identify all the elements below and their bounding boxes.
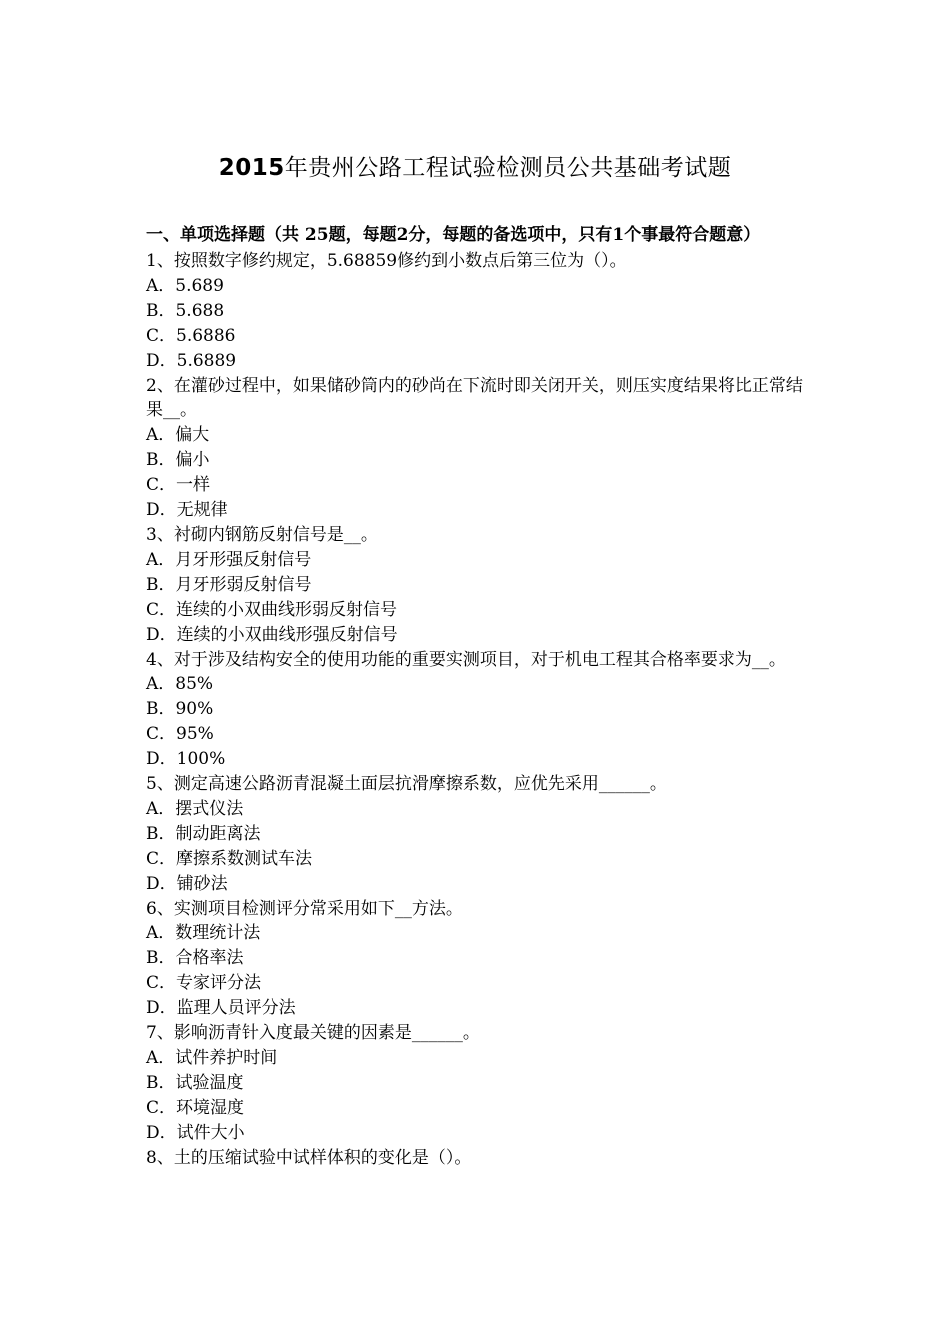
option-a: A．月牙形强反射信号 <box>146 549 312 570</box>
option-b: B．试验温度 <box>146 1072 244 1093</box>
option-d: D．监理人员评分法 <box>146 998 296 1019</box>
option-d: D．100% <box>146 749 226 770</box>
option-d: D．连续的小双曲线形强反射信号 <box>146 624 398 645</box>
question-1 <box>146 249 810 374</box>
title-year: 2015 <box>218 155 285 181</box>
option-a: A．85% <box>146 674 214 695</box>
option-c: C．连续的小双曲线形弱反射信号 <box>146 599 398 620</box>
question-stem: 8、土的压缩试验中试样体积的变化是（）。 <box>146 1147 472 1168</box>
section-heading: 一、单项选择题（共 25题，每题2分，每题的备选项中，只有1个事最符合题意） <box>146 225 761 245</box>
question-5 <box>146 772 810 897</box>
question-3 <box>146 523 810 648</box>
question-stem: 3、衬砌内钢筋反射信号是__。 <box>146 524 378 545</box>
question-7 <box>146 1021 810 1146</box>
option-b: B．偏小 <box>146 450 210 471</box>
question-4 <box>146 648 810 773</box>
option-a: A．数理统计法 <box>146 923 261 944</box>
question-8 <box>146 1146 810 1171</box>
option-d: D．5.6889 <box>146 350 237 371</box>
question-stem: 5、测定高速公路沥青混凝土面层抗滑摩擦系数，应优先采用______。 <box>146 774 667 795</box>
option-b: B．90% <box>146 699 214 720</box>
option-d: D．无规律 <box>146 500 228 521</box>
option-c: C．摩擦系数测试车法 <box>146 848 313 869</box>
option-b: B．制动距离法 <box>146 823 261 844</box>
question-2 <box>146 374 810 523</box>
question-stem: 4、对于涉及结构安全的使用功能的重要实测项目，对于机电工程其合格率要求为__。 <box>146 649 786 670</box>
option-c: C．一样 <box>146 475 211 496</box>
option-b: B．月牙形弱反射信号 <box>146 574 312 595</box>
option-d: D．铺砂法 <box>146 873 228 894</box>
option-a: A．偏大 <box>146 425 210 446</box>
document-body <box>146 224 810 1171</box>
option-c: C．5.6886 <box>146 325 236 346</box>
question-stem: 6、实测项目检测评分常采用如下__方法。 <box>146 898 463 919</box>
option-b: B．5.688 <box>146 300 225 321</box>
option-c: C．专家评分法 <box>146 973 262 994</box>
document-title <box>0 152 950 184</box>
question-stem: 1、按照数字修约规定，5.68859修约到小数点后第三位为（）。 <box>146 251 627 271</box>
option-b: B．合格率法 <box>146 948 244 969</box>
option-a: A．5.689 <box>146 275 224 296</box>
question-stem: 7、影响沥青针入度最关键的因素是______。 <box>146 1023 480 1044</box>
option-a: A．摆式仪法 <box>146 798 244 819</box>
option-a: A．试件养护时间 <box>146 1048 278 1068</box>
question-6 <box>146 897 810 1022</box>
question-stem: 2、在灌砂过程中，如果储砂筒内的砂尚在下流时即关闭开关，则压实度结果将比正常结果__。 <box>146 375 803 421</box>
option-d: D．试件大小 <box>146 1122 245 1143</box>
option-c: C．95% <box>146 724 214 745</box>
title-text: 年贵州公路工程试验检测员公共基础考试题 <box>284 155 732 181</box>
option-c: C．环境湿度 <box>146 1097 245 1118</box>
